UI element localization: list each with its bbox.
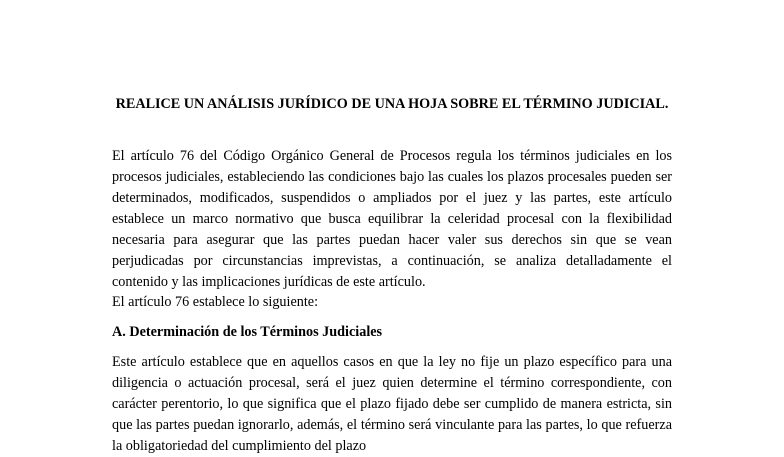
document-title: REALICE UN ANÁLISIS JURÍDICO DE UNA HOJA SOBRE EL TÉRMINO JUDICIAL.: [115, 96, 669, 112]
section-heading-a: A. Determinación de los Términos Judiciales: [112, 324, 383, 340]
paragraph-article-statement: El artículo 76 establece lo siguiente:: [112, 294, 319, 310]
paragraph-section-a: Este artículo establece que en aquellos casos en que la ley no fije un plazo específico para una diligencia o actuación procesal, será el juez quien determine el término correspondiente, con carácter perentorio, lo que significa que el plazo fijado debe ser cumplido de manera estricta, sin que las partes puedan ignorarlo, además, el término será vinculante para las partes, lo que refuerza la obligatoriedad del cumplimiento del plazo: [112, 354, 672, 454]
paragraph-intro: El artículo 76 del Código Orgánico General de Procesos regula los términos judiciales en los procesos judiciales, estableciendo las condiciones bajo las cuales los plazos procesales pueden ser determinados, modificados, suspendidos o ampliados por el juez y las partes, este artículo establece un marco normativo que busca equilibrar la celeridad procesal con la flexibilidad necesaria para asegurar que las partes puedan hacer valer sus derechos sin que se vean perjudicadas por circunstancias imprevistas, a continuación, se analiza detalladamente el contenido y las implicaciones jurídicas de este artículo.: [112, 148, 672, 290]
